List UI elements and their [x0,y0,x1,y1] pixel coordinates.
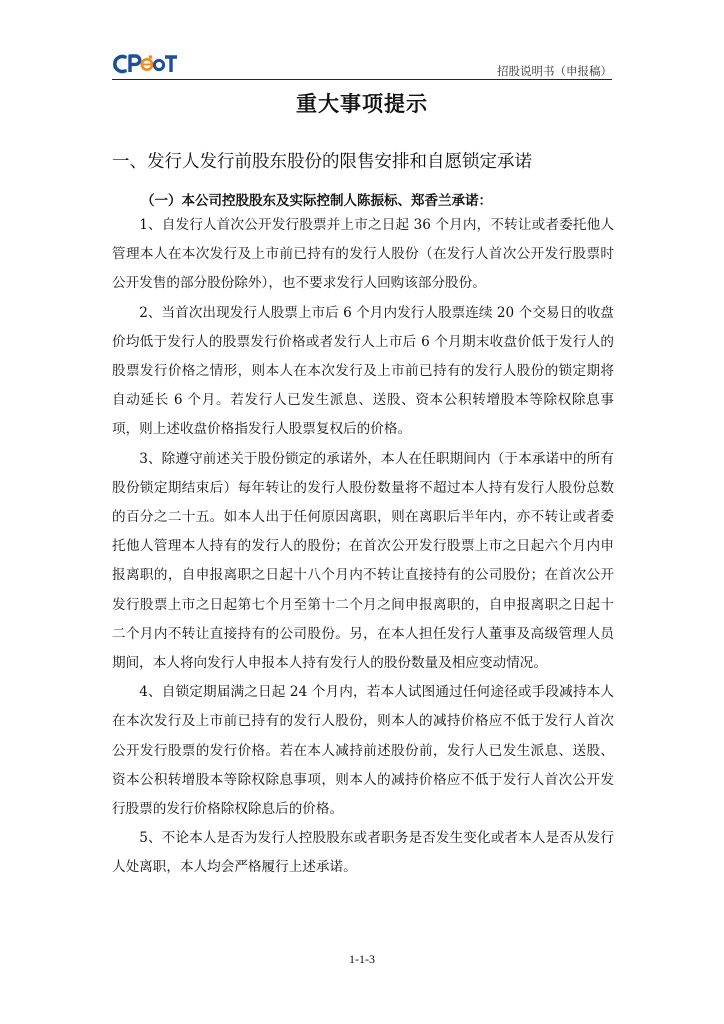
body-text [112,211,614,883]
section-heading: 一、发行人发行前股东股份的限售安排和自愿锁定承诺 [112,152,532,172]
paragraph-2: 2、当首次出现发行人股票上市后 6 个月内发行人股票连续 20 个交易日的收盘价均低于发行人的股票发行价格或者发行人上市后 6 个月期末收盘价低于发行人的股票发行价格之情形，则本人在本次发行及上市前已持有的发行人股份的锁定期将自动延长 6 个月。若发行人已发生派息、送股、资本公积转增股本等除权除息事项，则上述收盘价格指发行人股票复权后的价格。 [112,304,614,438]
paragraph-1: 1、自发行人首次公开发行股票并上市之日起 36 个月内，不转让或者委托他人管理本人在本次发行及上市前已持有的发行人股份（在发行人首次公开发行股票时公开发售的部分股份除外），也不要求发行人回购该部分股份。 [112,217,614,292]
cpeot-logo-icon [113,52,179,76]
paragraph-5: 5、不论本人是否为发行人控股股东或者职务是否发生变化或者本人是否从发行人处离职，本人均会严格履行上述承诺。 [112,830,614,876]
company-logo [113,52,179,76]
paragraph-3: 3、除遵守前述关于股份锁定的承诺外，本人在任职期间内（于本承诺中的所有股份锁定期结束后）每年转让的发行人股份数量将不超过本人持有发行人股份总数的百分之二十五。如本人出于任何原因离职，则在离职后半年内，亦不转让或者委托他人管理本人持有的发行人的股份；在首次公开发行股票上市之日起六个月内申报离职的，自申报离职之日起十八个月内不转让直接持有的公司股份；在首次公开发行股票上市之日起第七个月至第十二个月之间申报离职的，自申报离职之日起十二个月内不转让直接持有的公司股份。另，在本人担任发行人董事及高级管理人员期间，本人将向发行人申报本人持有发行人的股份数量及相应变动情况。 [112,450,614,672]
header-divider [112,79,612,80]
page-number: 1-1-3 [349,952,375,966]
document-type-label: 招股说明书（申报稿） [497,64,612,78]
paragraph-4: 4、自锁定期届满之日起 24 个月内，若本人试图通过任何途径或手段减持本人在本次发行及上市前已持有的发行人股份，则本人的减持价格应不低于发行人首次公开发行股票的发行价格。若在本人减持前述股份前，发行人已发生派息、送股、资本公积转增股本等除权除息事项，则本人的减持价格应不低于发行人首次公开发行股票的发行价格除权除息后的价格。 [112,684,614,818]
page-title: 重大事项提示 [296,92,428,116]
subsection-heading: （一）本公司控股股东及实际控制人陈振标、郑香兰承诺： [141,193,492,209]
